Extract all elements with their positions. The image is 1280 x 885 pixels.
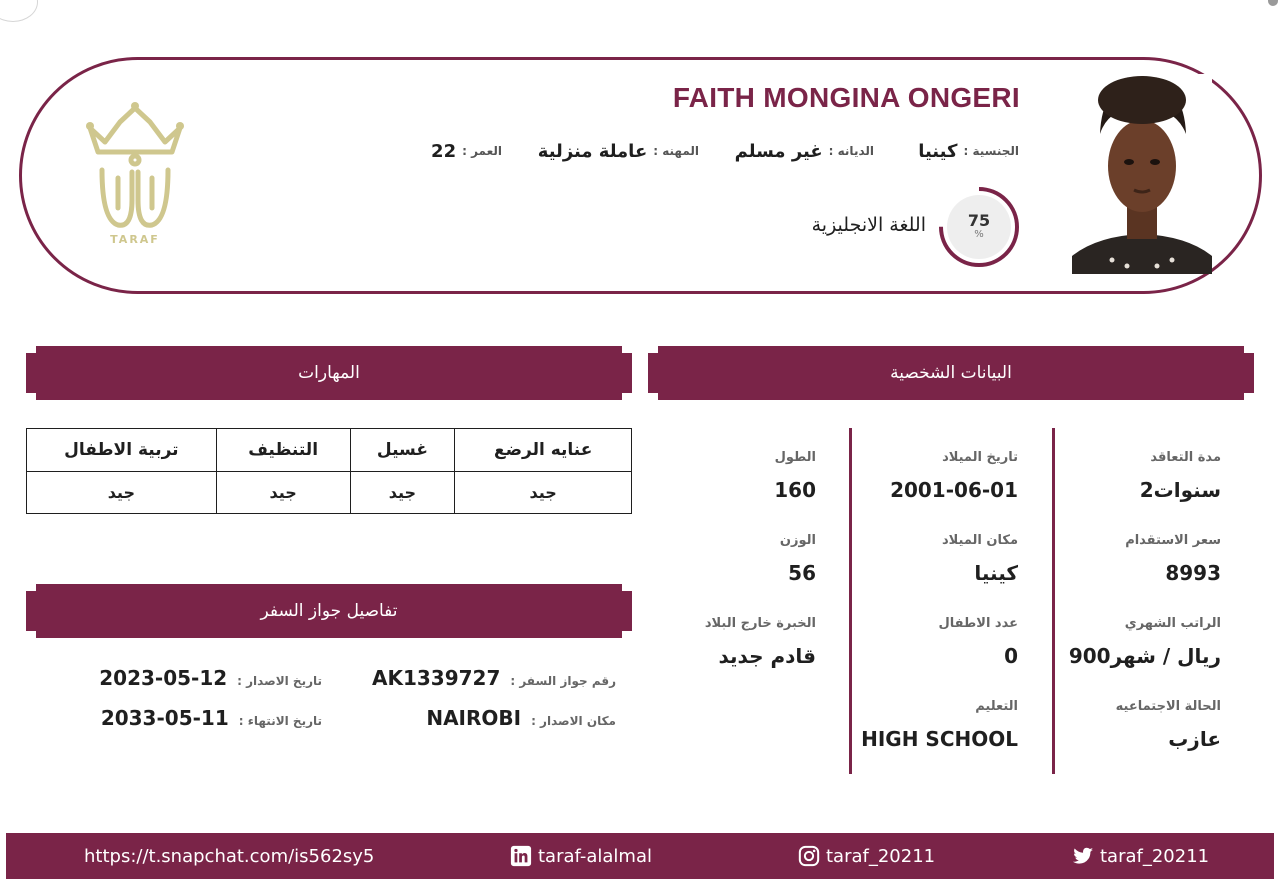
skills-table <box>26 428 632 514</box>
instagram-handle[interactable]: taraf_20211 <box>826 845 936 867</box>
twitter-link[interactable] <box>1072 833 1209 879</box>
nationality-info <box>918 138 1019 164</box>
logo-wordmark: TARAF <box>110 233 160 246</box>
worker-name: FAITH MONGINA ONGERI <box>672 82 1020 113</box>
field-value: 2001-06-01 <box>890 478 1018 502</box>
passport-expiry-value: 2033-05-11 <box>100 706 229 730</box>
snapchat-url[interactable]: https://t.snapchat.com/is562sy5 <box>84 845 375 867</box>
corner-decoration <box>0 0 38 22</box>
passport-expiry-row <box>101 706 322 730</box>
field-value: 56 <box>788 561 816 585</box>
twitter-handle[interactable]: taraf_20211 <box>1100 845 1210 867</box>
field-value: 8993 <box>1165 561 1221 585</box>
age-value: 22 <box>431 140 457 162</box>
footer-bar <box>6 833 1274 879</box>
field-value: عازب <box>1168 727 1221 751</box>
linkedin-link[interactable] <box>510 833 652 879</box>
passport-banner: تفاصيل جواز السفر <box>26 591 632 631</box>
field-label: تاريخ الميلاد <box>942 450 1018 465</box>
passport-issue-place-label: مكان الاصدار : <box>531 714 616 728</box>
passport-issue-date-value: 2023-05-12 <box>99 666 228 690</box>
field-label: عدد الاطفال <box>938 616 1018 631</box>
instagram-icon <box>798 845 820 867</box>
snapchat-link[interactable] <box>84 833 374 879</box>
religion-info <box>735 138 874 164</box>
nationality-value: كينيا <box>918 140 958 162</box>
field-value: 0 <box>1004 644 1018 668</box>
field-label: سعر الاستقدام <box>1125 533 1221 548</box>
field-label: الطول <box>774 450 816 465</box>
field-label: مكان الميلاد <box>941 533 1018 548</box>
birth-date-field <box>818 450 1018 502</box>
religion-label: الديانه : <box>828 144 874 158</box>
skills-banner: المهارات <box>26 353 632 393</box>
passport-issue-place-row <box>426 706 616 730</box>
monthly-salary-field <box>1021 616 1221 668</box>
field-label: التعليم <box>975 699 1018 714</box>
rating-infant-care: جيد <box>455 472 632 514</box>
skill-infant-care: عنايه الرضع <box>455 429 632 472</box>
passport-number-label: رقم جواز السفر : <box>510 674 616 688</box>
passport-number-value: AK1339727 <box>371 666 501 690</box>
passport-expiry-label: تاريخ الانتهاء : <box>238 714 322 728</box>
field-label: مدة التعاقد <box>1150 450 1221 465</box>
field-value: 160 <box>774 478 816 502</box>
field-value: HIGH SCHOOL <box>861 727 1018 751</box>
rating-cleaning: جيد <box>216 472 350 514</box>
education-field <box>818 699 1018 751</box>
rating-childcare: جيد <box>27 472 217 514</box>
passport-issue-place-value: NAIROBI <box>426 706 522 730</box>
passport-issue-date-label: تاريخ الاصدار : <box>237 674 322 688</box>
field-label: الوزن <box>779 533 816 548</box>
personal-data-banner: البيانات الشخصية <box>648 353 1254 393</box>
skill-childcare: تربية الاطفال <box>27 429 217 472</box>
profession-label: المهنه : <box>653 144 699 158</box>
children-count-field <box>818 616 1018 668</box>
field-label: الخبرة خارج البلاد <box>704 616 816 631</box>
age-info <box>431 138 502 164</box>
passport-number-row <box>372 666 616 690</box>
english-language-label: اللغة الانجليزية <box>811 214 926 236</box>
english-level-value: 75 <box>967 211 991 230</box>
taraf-logo-icon <box>80 100 190 250</box>
scrollbar[interactable] <box>1268 0 1278 6</box>
skills-rating-row <box>27 472 632 514</box>
profession-value: عاملة منزلية <box>537 140 648 162</box>
twitter-icon <box>1072 845 1094 867</box>
rating-washing: جيد <box>350 472 455 514</box>
skill-cleaning: التنظيف <box>216 429 350 472</box>
contract-duration-field <box>1021 450 1221 502</box>
field-value: قادم جديد <box>718 644 816 668</box>
english-level-unit: % <box>974 229 984 240</box>
profile-photo <box>1072 74 1212 274</box>
religion-value: غير مسلم <box>734 140 823 162</box>
nationality-label: الجنسية : <box>963 144 1019 158</box>
marital-status-field <box>1021 699 1221 751</box>
recruitment-price-field <box>1021 533 1221 585</box>
birth-place-field <box>818 533 1018 585</box>
linkedin-icon <box>510 845 532 867</box>
instagram-link[interactable] <box>798 833 935 879</box>
weight-field <box>616 533 816 585</box>
linkedin-handle[interactable]: taraf-alalmal <box>538 845 652 867</box>
age-label: العمر : <box>462 144 502 158</box>
experience-abroad-field <box>616 616 816 668</box>
field-label: الراتب الشهري <box>1124 616 1221 631</box>
skill-washing: غسيل <box>350 429 455 472</box>
profession-info <box>538 138 699 164</box>
field-value: 2سنوات <box>1139 478 1221 502</box>
passport-issue-date-row <box>99 666 322 690</box>
height-field <box>616 450 816 502</box>
field-value: 900ريال / شهر <box>1068 644 1221 668</box>
skills-header-row <box>27 429 632 472</box>
field-label: الحالة الاجتماعيه <box>1115 699 1221 714</box>
field-value: كينيا <box>974 561 1018 585</box>
